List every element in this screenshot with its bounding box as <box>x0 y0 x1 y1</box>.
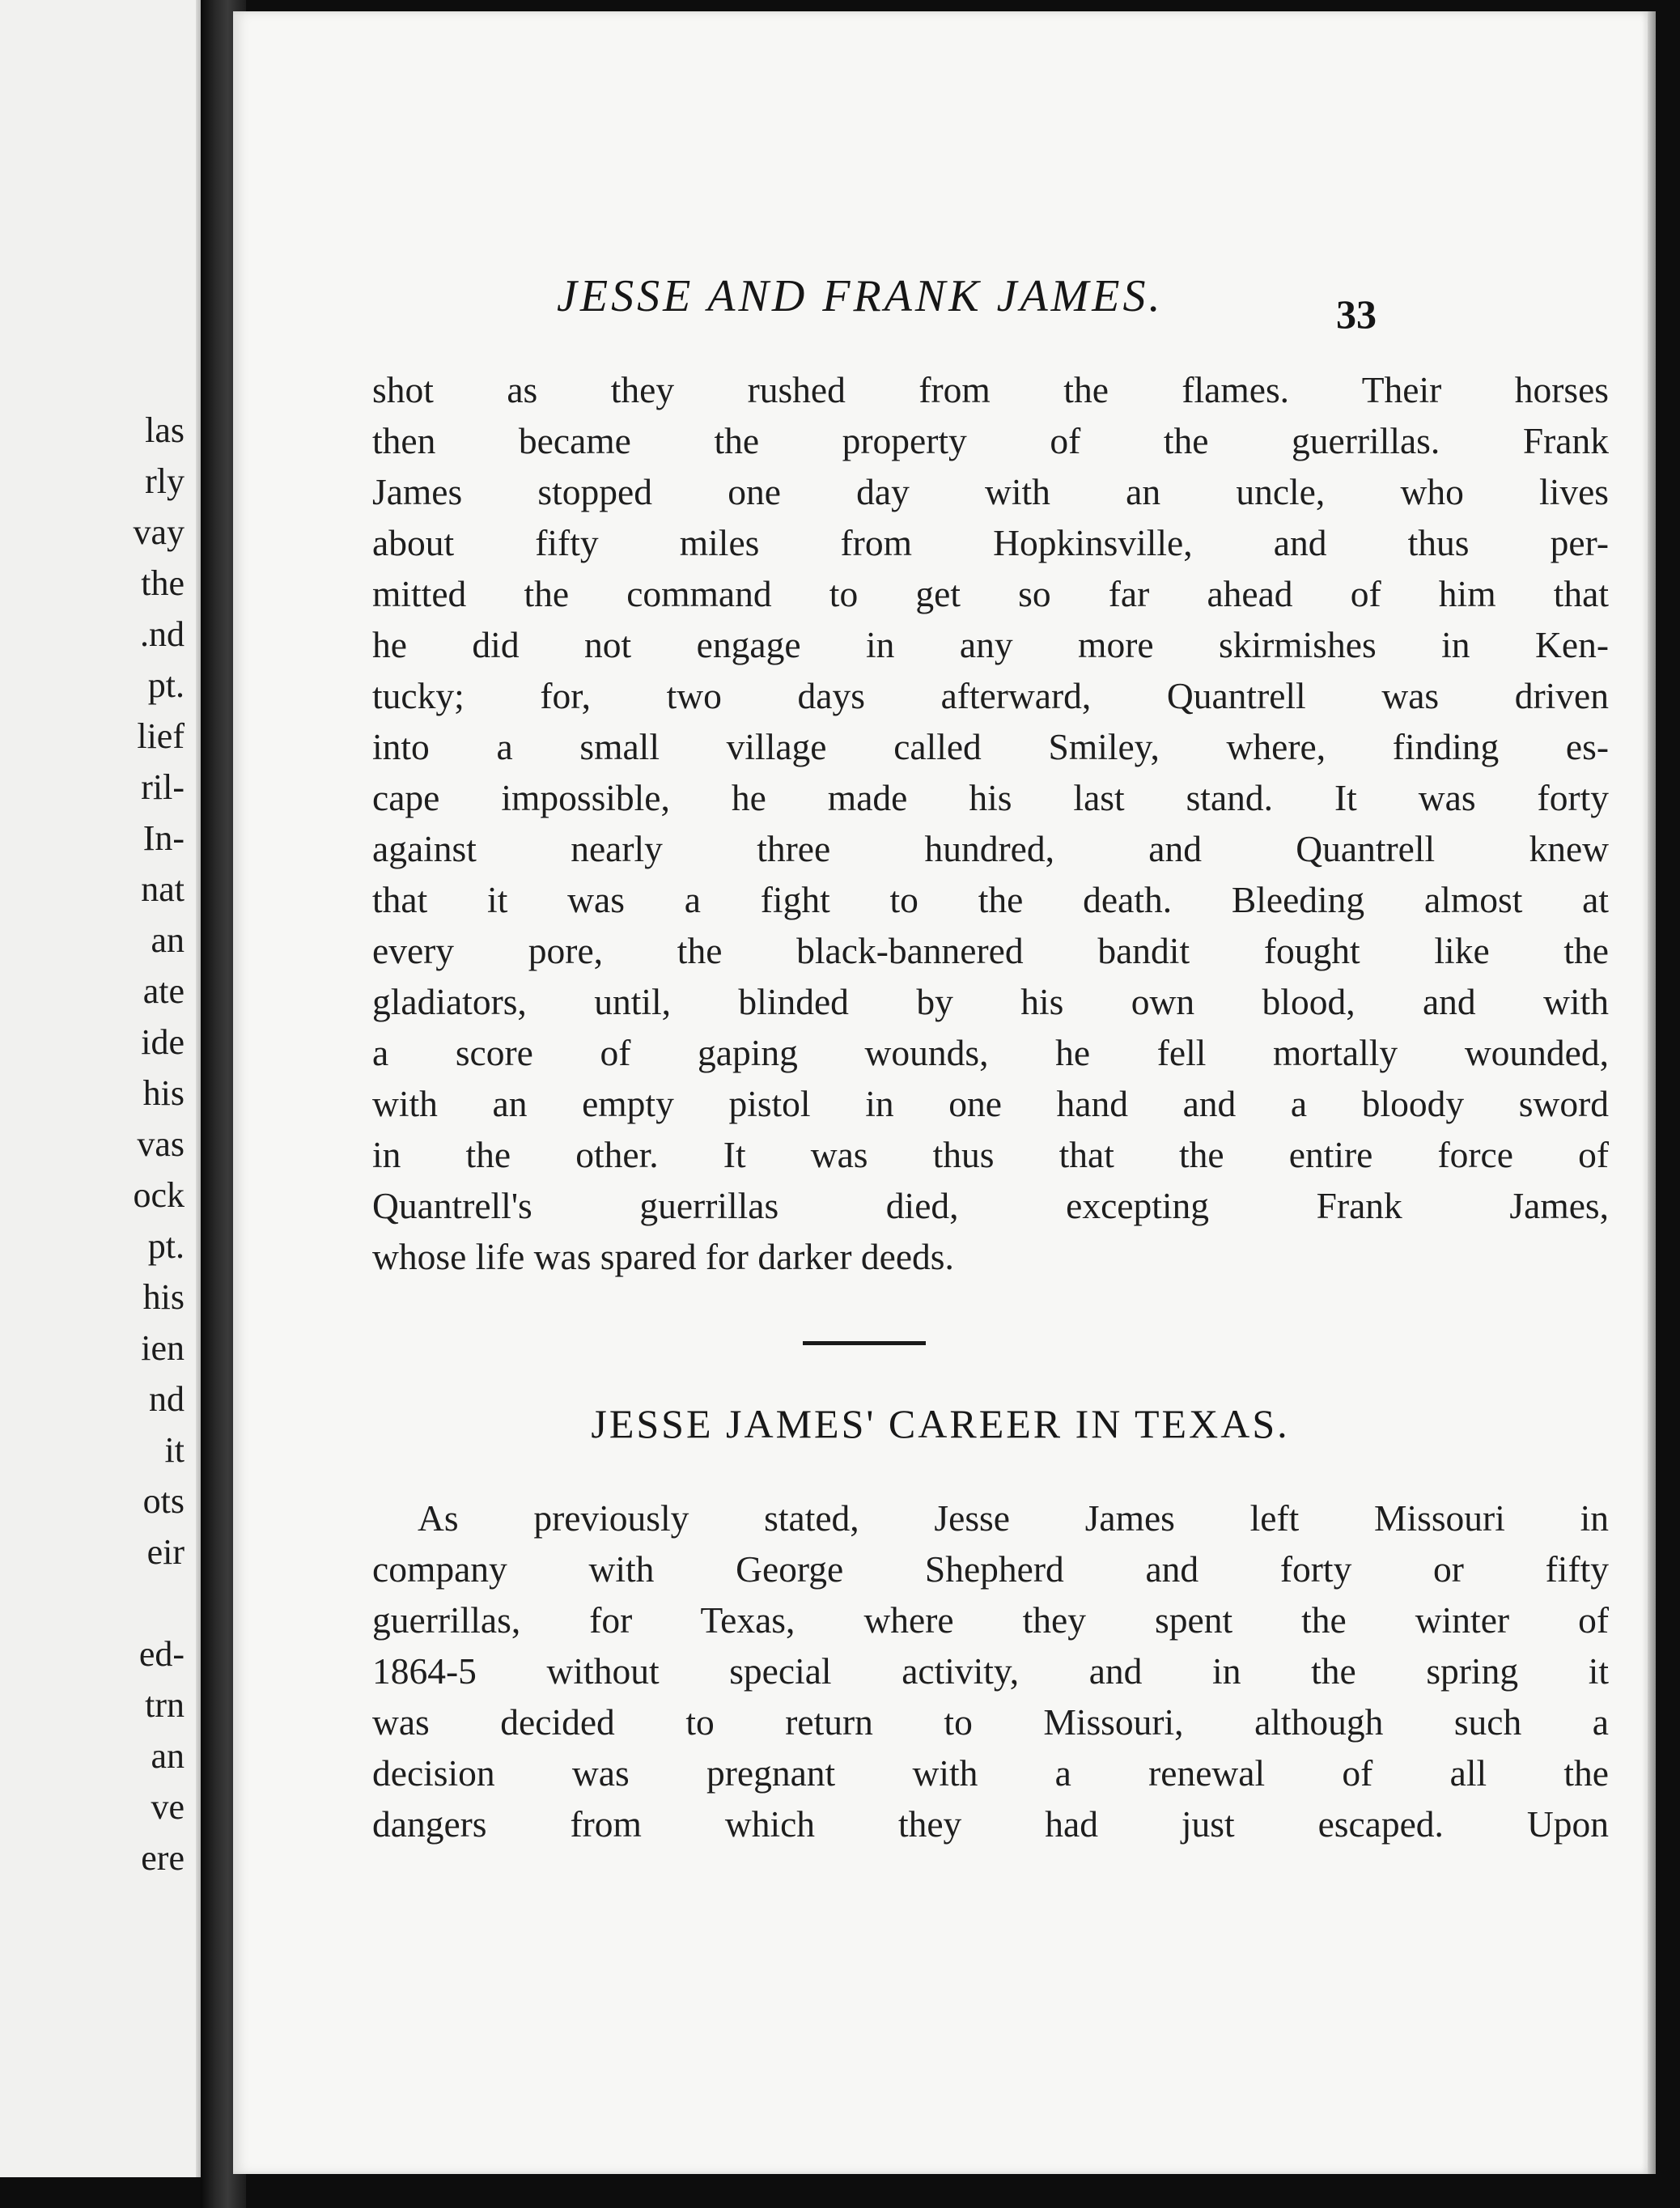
fragment-line: las <box>145 410 185 450</box>
text-line: Quantrell's guerrillas died, excepting Frank James, <box>372 1185 1609 1226</box>
text-line: guerrillas, for Texas, where they spent the winter of <box>372 1599 1609 1641</box>
text-line: whose life was spared for darker deeds. <box>372 1236 954 1277</box>
fragment-line: ed- <box>138 1634 185 1674</box>
fragment-line: In- <box>142 818 185 858</box>
fragment-line: ock <box>133 1175 185 1215</box>
fragment-line: vas <box>137 1124 185 1164</box>
fragment-line: ien <box>141 1328 185 1368</box>
text-line: was decided to return to Missouri, although such a <box>372 1701 1609 1743</box>
text-line: then became the property of the guerrillas. Frank <box>372 420 1609 461</box>
text-line: a score of gaping wounds, he fell mortally wounded, <box>372 1032 1609 1073</box>
fragment-line: vay <box>133 512 185 552</box>
text-line: he did not engage in any more skirmishes in Ken- <box>372 624 1609 665</box>
fragment-line: it <box>164 1430 185 1470</box>
fragment-line: ate <box>142 971 185 1011</box>
fragment-line: ere <box>141 1838 185 1878</box>
text-line: decision was pregnant with a renewal of all the <box>372 1752 1609 1794</box>
text-line: dangers from which they had just escaped. Upon <box>372 1803 1609 1845</box>
paragraph-2 <box>372 1493 1609 1849</box>
fragment-line: ril- <box>141 767 185 807</box>
text-line: with an empty pistol in one hand and a bloody sword <box>372 1083 1609 1124</box>
fragment-line: his <box>142 1277 185 1317</box>
text-line: against nearly three hundred, and Quantrell knew <box>372 828 1609 869</box>
fragment-line: ots <box>142 1481 185 1521</box>
fragment-line: ide <box>141 1022 185 1062</box>
fragment-line: pt. <box>147 1226 185 1266</box>
fragment-line: eir <box>146 1532 185 1572</box>
fragment-line: pt. <box>147 665 185 705</box>
text-line: about fifty miles from Hopkinsville, and thus per- <box>372 522 1609 563</box>
text-line: As previously stated, Jesse James left Missouri in <box>418 1497 1609 1539</box>
fragment-line-blank <box>133 1577 185 1628</box>
section-divider-rule <box>803 1341 926 1345</box>
text-line: gladiators, until, blinded by his own blood, and with <box>372 981 1609 1022</box>
page-fore-edge <box>1648 11 1656 2174</box>
section-heading: JESSE JAMES' CAREER IN TEXAS. <box>591 1401 1290 1446</box>
paragraph-1 <box>372 364 1609 1282</box>
previous-page-text-fragments <box>133 405 185 1883</box>
fragment-line: trn <box>145 1685 185 1725</box>
text-line: into a small village called Smiley, where, finding es- <box>372 726 1609 767</box>
fragment-line: .nd <box>140 614 185 654</box>
fragment-line: the <box>141 563 185 603</box>
text-line: company with George Shepherd and forty or fifty <box>372 1548 1609 1590</box>
fragment-line: nat <box>141 869 185 909</box>
page-number: 33 <box>1336 291 1377 337</box>
text-line: every pore, the black-bannered bandit fought like the <box>372 930 1609 971</box>
text-line: in the other. It was thus that the entire force of <box>372 1134 1609 1175</box>
running-head: JESSE AND FRANK JAMES. <box>557 271 1164 321</box>
text-line: tucky; for, two days afterward, Quantrell was driven <box>372 675 1609 716</box>
fragment-line: his <box>142 1073 185 1113</box>
text-line: shot as they rushed from the flames. Their horses <box>372 369 1609 410</box>
text-line: 1864-5 without special activity, and in the spring it <box>372 1650 1609 1692</box>
text-line: mitted the command to get so far ahead of him that <box>372 573 1609 614</box>
text-line: that it was a fight to the death. Bleeding almost at <box>372 879 1609 920</box>
fragment-line: rly <box>145 461 185 501</box>
fragment-line: ve <box>151 1787 185 1827</box>
fragment-line: an <box>151 1736 185 1776</box>
text-line: cape impossible, he made his last stand. It was forty <box>372 777 1609 818</box>
text-line: James stopped one day with an uncle, who lives <box>372 471 1609 512</box>
book-page <box>233 11 1648 2174</box>
previous-page-edge <box>0 0 201 2177</box>
fragment-line: nd <box>149 1379 185 1419</box>
fragment-line: an <box>151 920 185 960</box>
fragment-line: lief <box>137 716 185 756</box>
